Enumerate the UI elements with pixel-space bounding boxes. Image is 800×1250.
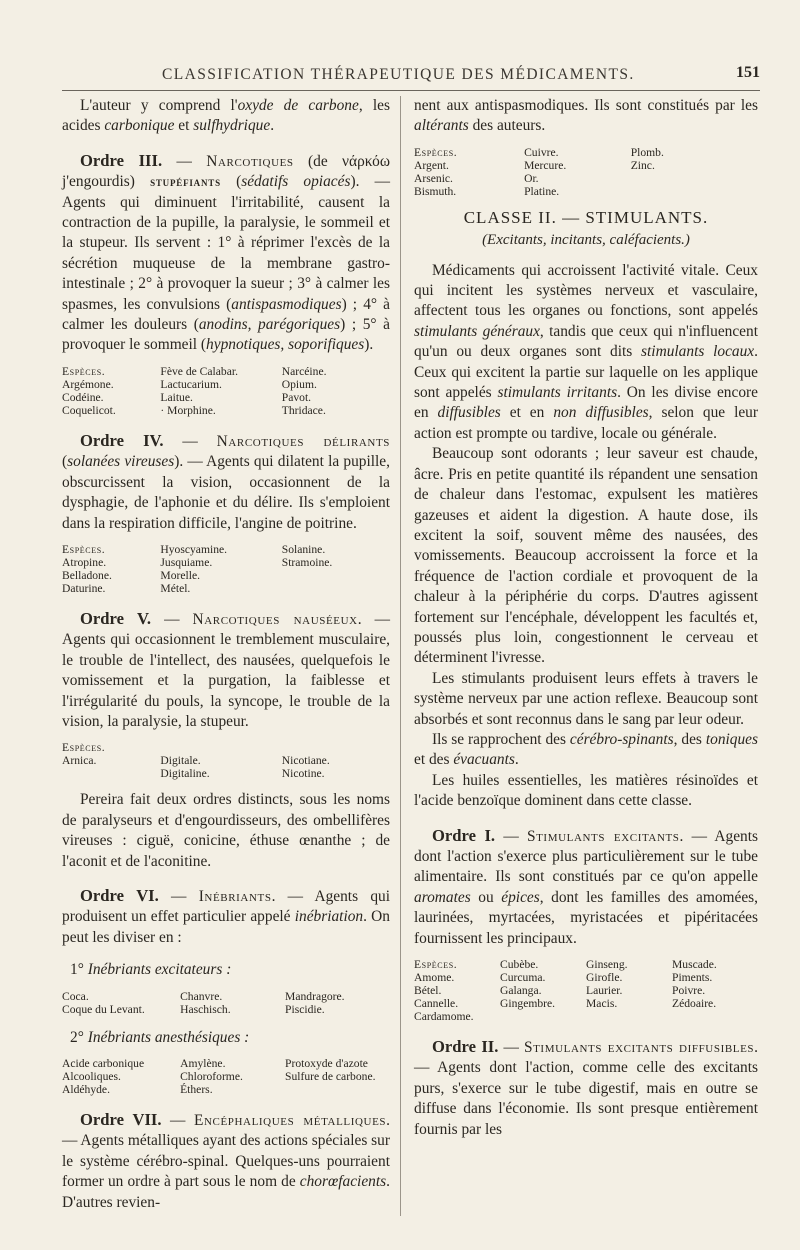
order-vi-paragraph: Ordre VI. — Inébriants. — Agents qui produisent un effet particulier appelé inébriation. On peut les diviser en : [62,885,390,946]
stimulants-paragraph-3: Les stimulants produisent leurs effets à travers le système nerveux par une action reflexe. Beaucoup sont absorbés et sont reconnus dans le sang par leur odeur. [414,669,758,728]
running-header [62,66,760,91]
order-iii-name: Narcotiques [206,152,294,170]
order-vii-paragraph: Ordre VII. — Encéphaliques métalliques. — Agents métalliques ayant des actions spéciales sur le système cérébro-spinal. Quelques-uns pourraient former un ordre à part sous le nom de chorœfacients. D'autres revien- [62,1110,390,1211]
order-vi-name: Inébriants [198,887,272,905]
species-list-order-iii: Espèces. Argémone. Codéine. Coquelicot. Fève de Calabar. Lactucarium. Laitue. · Morphine. Narcéine. Opium. Pavot. Thridace. [62,364,327,417]
subheading-excitateurs: 1° Inébriants excitateurs : [70,961,232,979]
class-ii-subtitle: (Excitants, incitants, caléfacients.) [482,232,690,249]
order-iii-label: Ordre III. [80,150,163,170]
species-list-excitants: Espèces. Amome. Bétel. Cannelle. Cardamome. Cubèbe. Curcuma. Galanga. Gingembre. Ginseng. Girofle. Laurier. Macis. Muscade. Piments. Poivre. Zédoaire. [414,958,717,1024]
continuation-paragraph: nent aux antispasmodiques. Ils sont constitués par les altérants des auteurs. [414,97,758,135]
stimulants-paragraph-4: Ils se rapprochent des cérébro-spinants, des toniques et des évacuants. [414,730,758,769]
running-title: CLASSIFICATION THÉRAPEUTIQUE DES MÉDICAMENTS. [162,66,635,83]
order-ii-paragraph: Ordre II. — Stimulants excitants diffusibles. — Agents dont l'action, comme celle des excitants purs, s'exerce sur le tube digestif, mais en outre se diffuse dans l'économie. Ils sont presque entièrement fournis par les [414,1037,758,1138]
order-ii-name: Stimulants excitants diffusibles [523,1039,755,1057]
order-iv-label: Ordre IV. [80,430,164,450]
column-divider [400,96,401,1216]
right-column [414,96,758,1140]
order-i-label: Ordre I. [432,825,496,845]
species-list-anesthesiques: Acide carbonique Alcooliques. Aldéhyde. Amylène. Chloroforme. Éthers. Protoxyde d'azote Sulfure de carbone. [62,1057,376,1096]
species-list-order-v: Espèces. Arnica. Digitale. Digitaline. Nicotiane. Nicotine. [62,741,330,781]
stimulants-paragraph-2: Beaucoup sont odorants ; leur saveur est chaude, âcre. Pris en petite quantité ils répandent une sensation de chaleur dans l'estomac, expulsent les matières gazeuses et aident la digestion. A haute dose, ils excitent la soif, souvent même des nausées, des vomissements. Beaucoup accroissent la force et la fréquence de l'action cordiale et provoquent de la chaleur à la périphérie du corps. D'autres agissent fortement sur l'encéphale, développent les facultés et, poussés plus loin, congestionnent le cerveau et déterminent l'ivresse. [414,445,758,667]
order-v-label: Ordre V. [80,608,151,628]
order-i-name: Stimulants excitants [526,827,680,845]
page-number: 151 [736,64,760,81]
species-list-metals: Espèces. Argent. Arsenic. Bismuth. Cuivre. Mercure. Or. Platine. Plomb. Zinc. [414,145,664,198]
left-column [62,96,390,1213]
intro-paragraph: L'auteur y comprend l'oxyde de carbone, les acides carbonique et sulfhydrique. [62,97,391,135]
order-ii-label: Ordre II. [432,1037,499,1057]
pereira-paragraph: Pereira fait deux ordres distincts, sous les noms de paralyseurs et d'engourdisseurs, des ombellifères vireuses : ciguë, conicine, éthuse œnanthe ; de l'aconit et de l'aconitine. [62,791,390,870]
species-list-excitateurs: Coca. Coque du Levant. Chanvre. Haschisch. Mandragore. Piscidie. [62,989,345,1016]
order-iii-paragraph: Ordre III. — Narcotiques (de νάρκόω j'engourdis) stupéfiants (sédatifs opiacés). — Agents qui diminuent l'irritabilité, causent la contraction de la pupille, la paralysie, le sommeil et la stupeur. Ils servent : 1° à réprimer l'excès de la sécrétion muqueuse de la membrane gastro-intestinale ; 2° à provoquer la sueur ; 3° à calmer les spasmes, les convulsions (antispasmodiques) ; 4° à calmer les douleurs (anodins, parégoriques) ; 5° à provoquer le sommeil (hypnotiques, soporifiques). [62,150,390,354]
order-v-name: Narcotiques nauséeux [192,610,358,628]
order-vi-label: Ordre VI. [80,885,159,905]
order-iv-paragraph: Ordre IV. — Narcotiques délirants (solanées vireuses). — Agents qui dilatent la pupille, obscurcissent la vision, occasionnent de la dysphagie, de l'aphonie et du délire. Ils s'emploient dans la respiration difficile, l'angine de poitrine. [62,430,391,532]
stimulants-paragraph-1: Médicaments qui accroissent l'activité vitale. Ceux qui incitent les systèmes nerveux et vasculaire, affectent tous les organes ou fonctions, sont appelés stimulants généraux, tandis que ceux qui n'influencent qu'un ou deux organes sont dits stimulants locaux. Ceux qui excitent la partie sur laquelle on les applique sont appelés stimulants irritants. On les divise encore en diffusibles et en non diffusibles, selon que leur action est prompte ou tardive, locale ou générale. [414,261,759,442]
order-v-paragraph: Ordre V. — Narcotiques nauséeux. — Agents qui occasionnent le tremblement musculaire, le trouble de l'intellect, des nausées, quelquefois le vomissement et la purgation, la faiblesse et l'irrégularité du pouls, la syncope, le trouble de la vision, la paralysie, la stupeur. [62,608,390,730]
order-vii-name: Encéphaliques métalliques [193,1112,387,1129]
stimulants-paragraph-5: Les huiles essentielles, les matières résinoïdes et l'acide benzoïque dominent dans cette classe. [414,771,758,810]
order-i-paragraph: Ordre I. — Stimulants excitants. — Agents dont l'action s'exerce plus particulièrement sur le tube alimentaire. Ils sont constitués par ce qu'on appelle aromates ou épices, dont les familles des amomées, laurinées, myrtacées, myristacées et pipéritacées fournissent les principaux. [414,825,758,947]
species-list-order-iv: Espèces. Atropine. Belladone. Daturine. Hyoscyamine. Jusquiame. Morelle. Métel. Solanine. Stramoine. [62,542,333,595]
order-iv-name: Narcotiques délirants [216,432,391,450]
class-ii-title: CLASSE II. — STIMULANTS. [463,207,709,227]
order-vii-label: Ordre VII. [80,1110,162,1129]
subheading-anesthesiques: 2° Inébriants anesthésiques : [70,1028,250,1046]
